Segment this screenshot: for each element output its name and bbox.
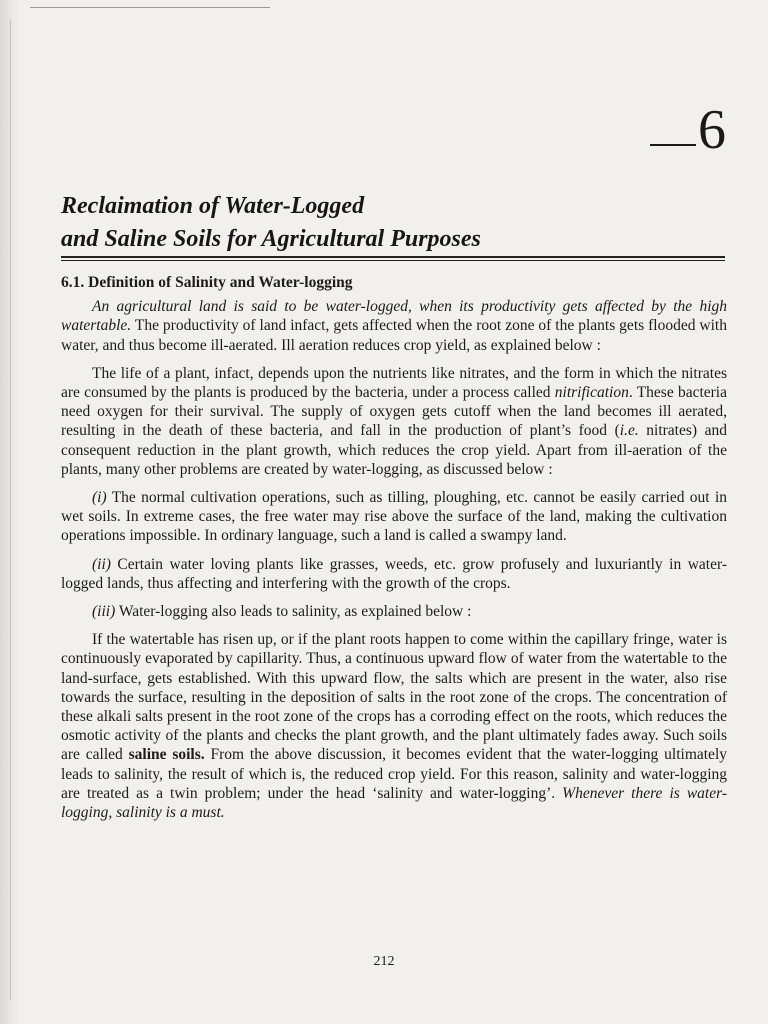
paragraph-item-ii [61,555,727,593]
title-rule-bottom [61,260,725,261]
chapter-title-line-2: and Saline Soils for Agricultural Purposes [61,226,481,252]
ie-abbreviation: i.e. [619,422,639,440]
capillary-closing: Whenever there is water-logging, salinity is a must. [61,784,727,822]
plant-life-part-b: . These bacteria need oxygen for their survival. The supply of oxygen gets cutoff when the land becomes ill aerated, resulting in the death of these bacteria, and fall in the production of plant’s food ( [61,384,727,440]
plant-life-part-a: The life of a plant, infact, depends upon the nutrients like nitrates, and the form in which the nitrates are consumed by the plants is produced by the bacteria, under a process called [61,364,727,402]
paragraph-definition [61,297,727,355]
paragraph-item-i [61,488,727,546]
chapter-title-line-1: Reclaimation of Water-Logged [61,193,365,219]
item-i-number: (i) [92,489,107,507]
chapter-number-text: 6 [698,99,726,161]
paragraph-item-iii [61,602,727,621]
chapter-number [650,100,726,160]
paragraph-plant-life [61,364,727,479]
scan-binding-line [10,20,11,1000]
nitrification-term: nitrification [554,384,629,402]
scan-top-line [30,7,270,8]
page-number: 212 [373,954,395,969]
chapter-body [61,273,727,831]
title-rule-top [61,256,725,258]
item-ii-text: Certain water loving plants like grasses, weeds, etc. grow profusely and luxuriantly in water-logged lands, thus affecting and interfering with the growth of the crops. [61,555,727,592]
item-ii-number: (ii) [92,555,111,573]
definition-lead: An agricultural land is said to be water-logged, when its productivity gets affected by the high watertable. [61,298,727,335]
plant-life-part-c: nitrates) and consequent reduction in the plant growth, which reduces the crop yield. Apart from ill-aeration of the plants, many other problems are created by water-logging, as discussed below : [61,422,727,478]
scan-margin-shadow [0,0,22,1024]
saline-soils-term: saline soils. [128,746,205,764]
section-heading: 6.1. Definition of Salinity and Water-logging [61,274,353,291]
paragraph-capillary [61,630,727,822]
item-i-text: The normal cultivation operations, such as tilling, ploughing, etc. cannot be easily carried out in wet soils. In extreme cases, the free water may rise above the surface of the land, making the cultivation operations impossible. In ordinary language, such a land is called a swampy land. [61,489,727,545]
capillary-part-a: If the watertable has risen up, or if the plant roots happen to come within the capillary fringe, water is continuously evaporated by capillarity. Thus, a continuous upward flow of water from the watertable to the land-surface, gets established. With this upward flow, the salts which are present in the water, also rise towards the surface, resulting in the deposition of salts in the root zone of the crops. The concentration of these alkali salts present in the root zone of the crops has a corroding effect on the roots, which reduces the osmotic activity of the plants and checks the plant growth, and the plant ultimately fades away. Such soils are called [61,631,727,764]
definition-rest: The productivity of land infact, gets affected when the root zone of the plants gets flooded with water, and thus become ill-aerated. Ill aeration reduces crop yield, as explained below : [61,317,727,354]
item-iii-number: (iii) [92,603,116,621]
item-iii-text: Water-logging also leads to salinity, as explained below : [115,603,472,621]
chapter-title [61,190,711,256]
capillary-part-b: From the above discussion, it becomes evident that the water-logging ultimately leads to salinity, the result of which is, the reduced crop yield. For this reason, salinity and water-logging are treated as a twin problem; under the head ‘salinity and water-logging’. [61,746,727,802]
chapter-dash [650,144,696,146]
